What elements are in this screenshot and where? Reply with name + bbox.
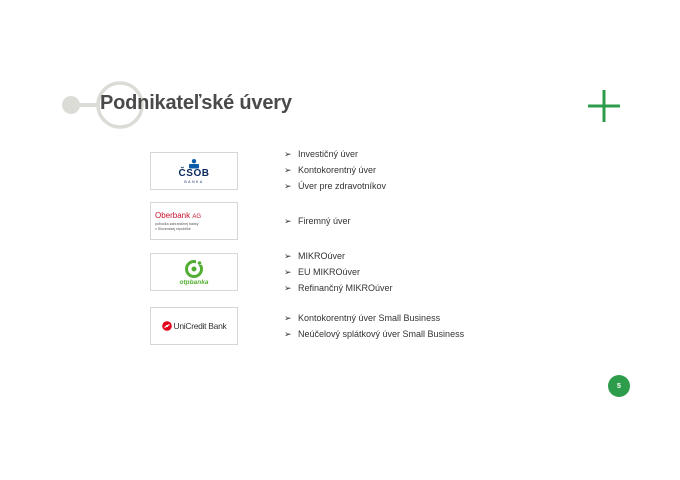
otp-circle-icon xyxy=(184,259,204,279)
csob-logo xyxy=(179,159,210,184)
unicredit-logo xyxy=(162,321,227,331)
csob-figure-icon xyxy=(187,159,201,169)
oberbank-products-list xyxy=(284,213,351,229)
page-number-badge: 5 xyxy=(608,375,630,397)
csob-logo-box xyxy=(150,152,238,190)
arrow-bullet-icon: ➢ xyxy=(284,251,292,261)
arrow-bullet-icon: ➢ xyxy=(284,149,292,159)
oberbank-logo xyxy=(151,211,237,230)
list-item: ➢ Firemný úver xyxy=(284,213,351,229)
arrow-bullet-icon: ➢ xyxy=(284,165,292,175)
list-item: ➢ MIKROúver xyxy=(284,248,393,264)
otp-logo-name: otpbanka xyxy=(179,278,209,286)
csob-products-list xyxy=(284,146,386,194)
plus-icon xyxy=(586,88,622,124)
list-item: ➢ Úver pre zdravotníkov xyxy=(284,178,386,194)
arrow-bullet-icon: ➢ xyxy=(284,181,292,191)
oberbank-logo-name: Oberbank xyxy=(155,211,191,221)
arrow-bullet-icon: ➢ xyxy=(284,329,292,339)
arrow-bullet-icon: ➢ xyxy=(284,267,292,277)
list-item: ➢ EU MIKROúver xyxy=(284,264,393,280)
csob-logo-subtext: BANKA xyxy=(184,179,204,184)
oberbank-logo-box xyxy=(150,202,238,240)
arrow-bullet-icon: ➢ xyxy=(284,283,292,293)
list-item: ➢ Investičný úver xyxy=(284,146,386,162)
otp-products-list xyxy=(284,248,393,296)
list-item: ➢ Neúčelový splátkový úver Small Business xyxy=(284,326,464,342)
unicredit-products-list xyxy=(284,310,464,342)
oberbank-logo-subtext-1: pobočka zahraničnej banky xyxy=(155,222,199,227)
arrow-bullet-icon: ➢ xyxy=(284,313,292,323)
unicredit-logo-name: UniCredit Bank xyxy=(173,321,227,331)
oberbank-logo-subtext-2: v Slovenskej republike xyxy=(155,226,191,231)
arrow-bullet-icon: ➢ xyxy=(284,216,292,226)
csob-logo-name: ČSOB xyxy=(178,167,210,179)
list-item: ➢ Refinančný MIKROúver xyxy=(284,280,393,296)
otp-logo xyxy=(180,259,209,286)
unicredit-emblem-icon xyxy=(162,321,172,331)
slide-title: Podnikateľské úvery xyxy=(100,92,292,114)
list-item: ➢ Kontokorentný úver Small Business xyxy=(284,310,464,326)
list-item: ➢ Kontokorentný úver xyxy=(284,162,386,178)
oberbank-logo-suffix: AG xyxy=(192,214,202,221)
otp-logo-box xyxy=(150,253,238,291)
unicredit-logo-box xyxy=(150,307,238,345)
